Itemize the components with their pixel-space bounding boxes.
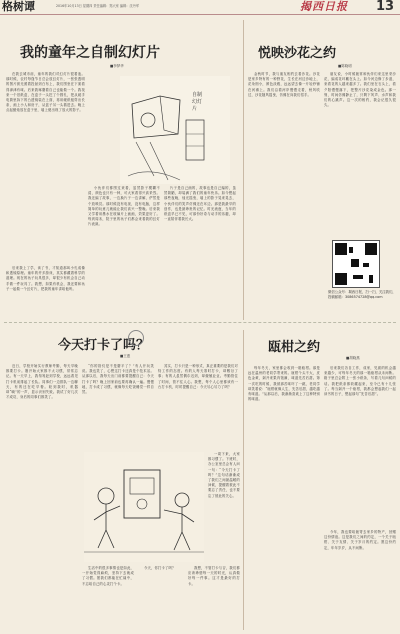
article3-title: 悦映沙花之约 [258,46,337,61]
article3-column-1: 金秋时节，我与朋友相约去看沙花。沙花是家乡特有的一种野花，生长在河边沙地上，花朵细小，颜色淡雅，远远望去像一片轻纱铺在河滩上。我们沿着河岸慢慢走着，秋风吹过，沙花随风摇曳，仿佛在向我们招手。 [248,72,320,97]
article2-title: 今天打卡了吗？ [58,338,150,353]
article4-column-2: 后来我们各自工作，成家，见面的机会越来越少，可每年冬天的那一箱瓯柑从未间断。箱子里总会附上一张小纸条，写着几句问候的话。我把纸条都收藏起来，至今已有十几张了。每当剥开一个瓯柑，我都会想起我们一起读书的日子，想起那句“先苦后甜”。 [324,366,396,397]
article4-column-1: 每年冬天，家里都会收到一箱瓯柑。那是远在温州的老同学寄来的。瓯柑个头不大，皮色金黄，剥开来果肉饱满，味道先苦后甜。第一次吃的时候，我被那苦味吓了一跳，老同学却笑着说：“瓯柑就像人生，先苦后甜，越吃越有味道。”从那以后，我渐渐喜欢上了这种特别的味道。 [248,366,320,402]
article1-image-label: 自制幻灯片 [192,92,203,112]
article1-column-1: 在我去城市前，童年的我们对幻灯片很着迷。那时候，农村每逢节日总会放幻灯片，一张张透明的图片被光照着投射到白布上，我们围坐在下面看得津津有味。后来我琢磨着自己也能做一个。我找来一个旧纸盒，在盒子一头挖了个圆孔，把从破手电筒里拆下的凸透镜装在上面，再用硬纸板剪出长条，画上小人和房子，从盒子另一头插进去。晚上点起蜡烛放在盒子里，墙上便出现了放大的影子。 [6,72,85,113]
article4-title: 瓯柑之约 [268,340,321,355]
newspaper-logo: 揭西日报 [300,0,348,13]
article4-column-3: 今年，我也要给她寄去家乡的特产，回赠这份情谊。这是我们之间的约定，一个关于瓯柑、关于友情、关于岁月的约定。愿这份约定，年年岁岁，从不间断。 [324,530,396,550]
column-divider-lower [243,330,244,630]
qr-code[interactable] [332,240,380,288]
qr-caption: 微信公众号：揭西日报，扫一扫，关注我们，投稿邮箱：3086574728@qq.com [328,290,396,299]
column-divider [243,20,244,320]
article2-cartoon [84,452,204,562]
page-number: 13 [376,0,395,14]
sun-doodle-icon [128,330,144,346]
article1-column-2: 小伙伴们都围过来看，虽然影子模糊不清，颜色也只有一种，可大家看得兴高采烈。我还编了故事，一边换片子一边讲解，俨然是个放映员。那时候没有电视，没有电脑，这样简单的玩意儿就能让我们高兴一整晚。后来我又学着用墨水在玻璃片上画画，效果更好了。每到周末，院子里的孩子们都会来看我的幻灯片表演。 [88,186,160,227]
article1-byline: ■李梦华 [110,64,124,68]
horizontal-divider [4,322,396,323]
article2-column-4: 一周下来，大家都习惯了。下班时，办公室里总会有人问一句：“今天打卡了吗？”这句话渐渐成了我们之间最温暖的问候，提醒着彼此不要忘了责任，也不要忘了彼此的关心。 [208,452,240,498]
article2-column-2: “你的指纹是不是磨平了？”有人开玩笑说。我也笑了，心想这打卡还真是个技术活。从那以后，我每天出门前都要提醒自己：今天打卡了吗？晚上回家前也要再确认一遍。慢慢地，打卡成了习惯，就像每天吃饭睡觉一样自然。 [82,364,154,395]
section-name: 格树谭 [2,0,35,13]
article2-column-1: 近日，学校开始实行教师考勤，每天早晚都要打卡。刚开始大家都不太习惯，常常忘记。有一天早上，我匆匆赶到学校，远远看见打卡机前排起了长队。同事们一边排队一边聊天，有的还在吃早餐。轮到我时，机器却“嘀”的一声，显示识别失败。我试了好几次才成功，身后的同事们都笑了。 [6,364,78,400]
article1-title: 我的童年之自制幻灯片 [20,45,160,61]
article3-byline: ■陈晓明 [338,64,352,68]
article2-column-5: 生活中的很多事情也是如此，一开始觉得麻烦，坚持下去就成了习惯。愿我们都能在忙碌中，不忘给自己的心灵打个卡。 [82,566,134,586]
article2-column-7: 我想，不管打卡与否，我们都应该珍惜每一天的时光，认真做好每一件事。这才是最好的打卡。 [188,566,240,586]
article2-byline: ■王惠 [120,354,131,358]
article1-illustration [120,76,230,184]
article1-column-3: 片子是自己画的，故事也是自己编的，虽然简陋，却装满了我们的童年快乐。如今想起那些夜晚，烛光摇曳，墙上的影子晃来晃去，小伙伴们的笑声仿佛还在耳边。那是我最早的创作，也是最珍贵的记忆。时光流逝，当年的纸盒早已不见，可那份好奇与动手的乐趣，却一直陪伴着我长大。 [164,186,236,222]
article2-column-6: 今天，你打卡了吗？ [144,566,176,570]
article1-column-4: 后来我上了学，读了书，才知道那叫小孔成像和透镜原理。童年的许多游戏，其实都藏着科学的道理。现在的孩子玩具很多，却很少有机会自己动手做一件玩具了。我想，如果有机会，我还要和孩子一起做一个幻灯片，把我的童年讲给他听。 [6,266,85,291]
issue-line: 2016年10月13日 星期四 责任编辑：郑大家 编辑：沈丹军 [56,4,140,8]
article2-column-3: 其实，打卡只是一种形式，真正重要的是我们对待工作的态度。有的人每天准时打卡，却敷衍了事；有的人虽然偶尔迟到，却兢兢业业。考勤管住了时间，管不住人心。我想，每个人心里都该有一台打卡机，时时提醒自己：今天尽心尽力了吗？ [158,364,238,389]
article4-byline: ■胡晓燕 [346,356,360,360]
article3-column-2: 朋友说，小时候她常和伙伴们来这里采沙花，编成花环戴在头上。如今河边修了步道，来看花的人越来越多了。我们坐在石头上，看夕阳慢慢落下，把整片沙花染成金色。那一刻，时间仿佛静止了，只剩下风声、水声和我们的心跳声。这一次的相约，我会记很久很久。 [324,72,396,108]
